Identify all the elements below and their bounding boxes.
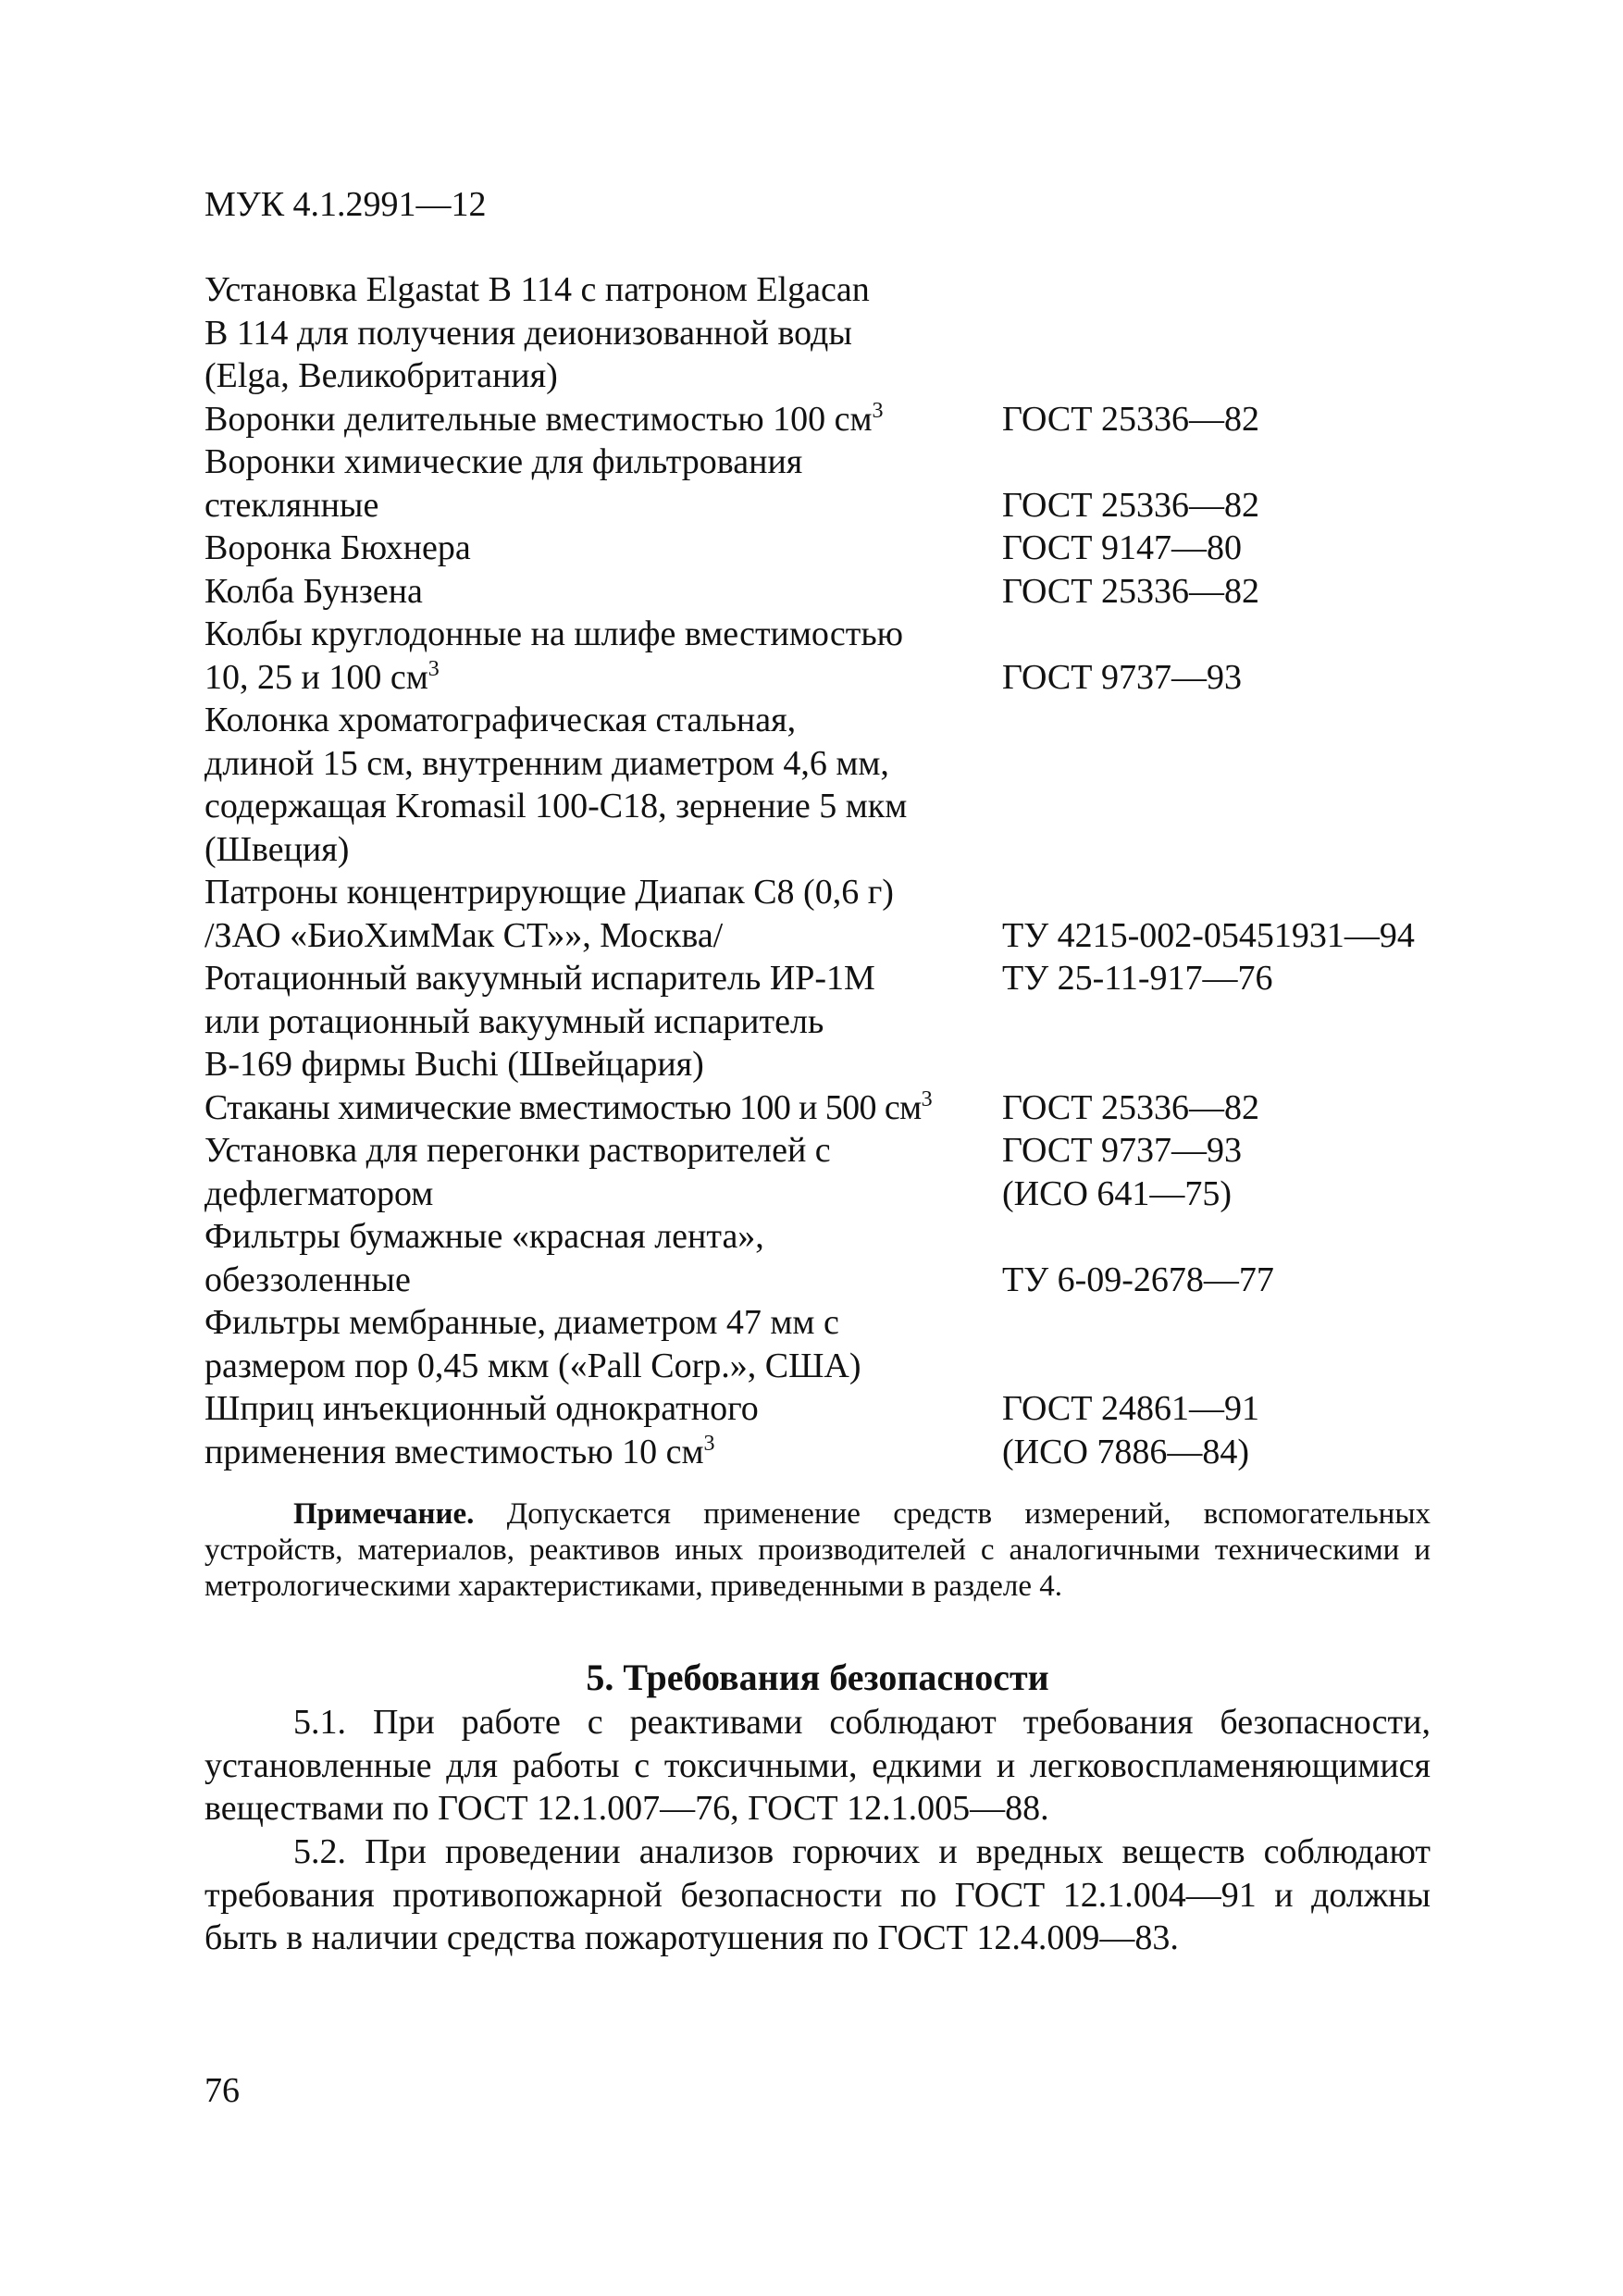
equipment-item [204, 1215, 1518, 1301]
equipment-name-line: 10, 25 и 100 $см^3$ [204, 656, 440, 697]
equipment-standard [1002, 1387, 1520, 1473]
equipment-item [204, 871, 1518, 957]
equipment-name-line: Колонка хроматографическая стальная, [204, 701, 797, 739]
equipment-standard-line: ГОСТ 9737—93 [1002, 1131, 1242, 1170]
equipment-name [204, 1301, 1000, 1387]
equipment-name [204, 1086, 1000, 1130]
equipment-item [204, 398, 1518, 441]
equipment-name-line: применения вместимостью 10 $см^3$ [204, 1431, 715, 1471]
equipment-name [204, 527, 1000, 570]
equipment-name [204, 1129, 1000, 1215]
note-label: Примечание. [293, 1497, 475, 1531]
equipment-item [204, 268, 1518, 398]
equipment-name-line: длиной 15 см, внутренним диаметром 4,6 мм, [204, 743, 889, 783]
equipment-name-line: (Швеция) [204, 829, 350, 869]
equipment-standard: ГОСТ 9147—80 [1002, 528, 1242, 567]
equipment-name [204, 570, 1000, 614]
equipment-name [204, 398, 1000, 441]
equipment-item [204, 1086, 1518, 1130]
equipment-name [204, 699, 1000, 871]
equipment-name-line: Установка для перегонки растворителей с [204, 1131, 831, 1170]
equipment-item [204, 699, 1518, 871]
equipment-item [204, 613, 1518, 699]
equipment-name-line: Воронки делительные вместимостью 100 $см^3$ [204, 398, 884, 439]
equipment-name-line: Колбы круглодонные на шлифе вместимостью [204, 614, 904, 653]
equipment-item [204, 1129, 1518, 1215]
equipment-list [204, 268, 1518, 1473]
note-body: Допускается применение средств измерений, вспомогательных устройств, материалов, реактивов иных производителей с аналогичными техническими и метрологическими характеристиками, приведенными в разделе 4. [204, 1497, 1431, 1603]
equipment-name [204, 957, 1000, 1086]
equipment-item [204, 527, 1518, 570]
equipment-name-line: В-169 фирмы Buchi (Швейцария) [204, 1045, 704, 1084]
equipment-name-line: /ЗАО «БиоХимМак СТ»», Москва/ [204, 915, 724, 955]
page-number: 76 [204, 2071, 240, 2110]
equipment-name-line: B 114 для получения деионизованной воды [204, 313, 852, 353]
equipment-name-line: или ротационный вакуумный испаритель [204, 1001, 824, 1041]
note-text [204, 1496, 1431, 1605]
equipment-name-line: Патроны концентрирующие Диапак С8 (0,6 г) [204, 873, 894, 912]
equipment-name-line: Стаканы химические вместимостью 100 и 500 $см^3$ [204, 1086, 932, 1127]
equipment-standard-line: ГОСТ 24861—91 [1002, 1389, 1259, 1428]
equipment-name [204, 1387, 1000, 1473]
equipment-name-line: обеззоленные [204, 1260, 411, 1299]
equipment-name-line: (Elga, Великобритания) [204, 356, 558, 395]
equipment-name [204, 613, 1000, 699]
equipment-standard: ГОСТ 25336—82 [1002, 571, 1259, 611]
equipment-name-line: Воронка Бюхнера [204, 528, 471, 567]
equipment-name-line: размером пор 0,45 мкм («Pall Corp.», США) [204, 1346, 861, 1385]
equipment-standard: ГОСТ 25336—82 [1002, 485, 1259, 525]
equipment-item [204, 957, 1518, 1086]
paragraph-5-2: 5.2. При проведении анализов горючих и вредных веществ соблюдают требования противопожарной безопасности по ГОСТ 12.1.004—91 и должны быть в наличии средства пожаротушения по ГОСТ 12.4.009—83. [204, 1832, 1431, 1957]
equipment-item [204, 1301, 1518, 1387]
equipment-name-line: Ротационный вакуумный испаритель ИР-1М [204, 959, 875, 998]
equipment-name-line: дефлегматором [204, 1173, 434, 1213]
equipment-standard-line: (ИСО 7886—84) [1002, 1432, 1250, 1471]
equipment-standard: ТУ 25-11-917—76 [1002, 959, 1273, 998]
equipment-standard: ТУ 4215-002-05451931—94 [1002, 915, 1415, 955]
equipment-name-line: содержащая Kromasil 100-C18, зернение 5 мкм [204, 787, 908, 825]
page-header: МУК 4.1.2991—12 [204, 185, 487, 224]
equipment-name [204, 268, 1000, 398]
equipment-name-line: Фильтры мембранные, диаметром 47 мм с [204, 1303, 839, 1342]
equipment-standard: ГОСТ 25336—82 [1002, 399, 1259, 439]
equipment-item [204, 441, 1518, 527]
equipment-name-line: Воронки химические для фильтрования [204, 442, 803, 481]
equipment-name [204, 1215, 1000, 1301]
equipment-name-line: Шприц инъекционный однократного [204, 1389, 759, 1428]
equipment-name-line: Колба Бунзена [204, 571, 423, 611]
equipment-name [204, 871, 1000, 957]
paragraph-5-1: 5.1. При работе с реактивами соблюдают требования безопасности, установленные для работы с токсичными, едкими и легковоспламеняющимися веществами по ГОСТ 12.1.007—76, ГОСТ 12.1.005—88. [204, 1703, 1431, 1828]
equipment-name-line: стеклянные [204, 485, 379, 525]
equipment-standard: ГОСТ 9737—93 [1002, 657, 1242, 697]
section-title: 5. Требования безопасности [586, 1657, 1049, 1698]
equipment-standard [1002, 1129, 1520, 1215]
equipment-name-line: Фильтры бумажные «красная лента», [204, 1217, 764, 1256]
equipment-name [204, 441, 1000, 527]
equipment-standard: ГОСТ 25336—82 [1002, 1087, 1259, 1127]
equipment-standard-line: (ИСО 641—75) [1002, 1173, 1233, 1213]
equipment-standard: ТУ 6-09-2678—77 [1002, 1260, 1274, 1299]
equipment-item [204, 570, 1518, 614]
equipment-name-line: Установка Elgastat B 114 с патроном Elgacan [204, 270, 870, 309]
note-paragraph [204, 1496, 1431, 1605]
equipment-item [204, 1387, 1518, 1473]
